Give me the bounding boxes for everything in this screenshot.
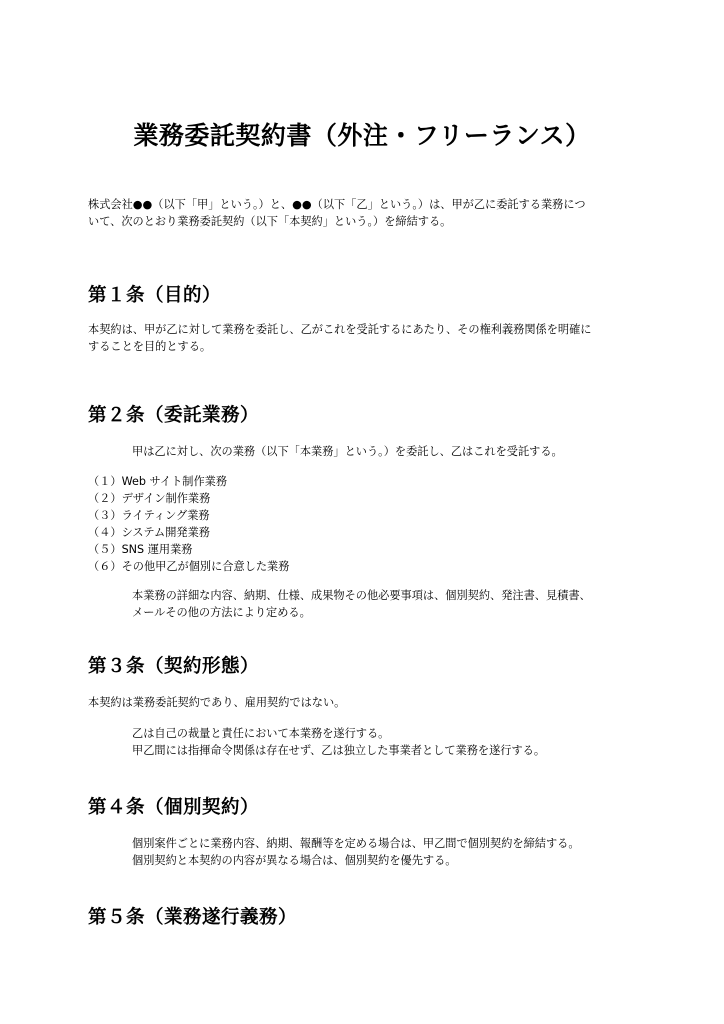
article-2-heading: 第２条（委託業務） — [88, 405, 260, 426]
article-3-note-line: 乙は自己の裁量と責任において本業務を遂行する。 — [132, 727, 390, 740]
article-3-note-line: 甲乙間には指揮命令関係は存在せず、乙は独立した事業者として業務を遂行する。 — [132, 744, 546, 757]
article-2-note-line: メールその他の方法により定める。 — [132, 606, 311, 619]
list-item: （４）システム開発業務 — [88, 526, 210, 539]
article-3-body-line: 本契約は業務委託契約であり、雇用契約ではない。 — [88, 696, 346, 709]
article-4-heading: 第４条（個別契約） — [88, 797, 260, 818]
article-4-note — [132, 835, 692, 869]
list-item: （６）その他甲乙が個別に合意した業務 — [88, 560, 290, 573]
document-title: 業務委託契約書（外注・フリーランス） — [133, 121, 591, 150]
article-2-intro-line: 甲は乙に対し、次の業務（以下「本業務」という。）を委託し、乙はこれを受託する。 — [132, 445, 563, 458]
list-item: （１）Web サイト制作業務 — [88, 475, 228, 488]
article-4-note-line: 個別案件ごとに業務内容、納期、報酬等を定める場合は、甲乙間で個別契約を締結する。 — [132, 837, 580, 850]
article-5-heading: 第５条（業務遂行義務） — [88, 907, 298, 928]
article-3-note — [132, 725, 692, 759]
article-2-note — [132, 587, 692, 621]
article-1-body — [88, 321, 648, 355]
preamble-line: いて、次のとおり業務委託契約（以下「本契約」という。）を締結する。 — [88, 215, 452, 228]
article-2-note-line: 本業務の詳細な内容、納期、仕様、成果物その他必要事項は、個別契約、発注書、見積書、 — [132, 589, 591, 602]
preamble-line: 株式会社●●（以下「甲」という。）と、●●（以下「乙」という。）は、甲が乙に委託する業務につ — [88, 198, 586, 211]
article-3-body — [88, 694, 648, 711]
preamble — [88, 196, 648, 230]
article-3-heading: 第３条（契約形態） — [88, 656, 260, 677]
list-item: （５）SNS 運用業務 — [88, 543, 193, 556]
list-item: （２）デザイン制作業務 — [88, 492, 211, 505]
article-1-body-line: することを目的とする。 — [88, 340, 212, 353]
article-4-note-line: 個別契約と本契約の内容が異なる場合は、個別契約を優先する。 — [132, 854, 457, 867]
article-1-heading: 第１条（目的） — [88, 285, 222, 306]
list-item: （３）ライティング業務 — [88, 509, 210, 522]
article-2-intro — [132, 443, 692, 460]
article-1-body-line: 本契約は、甲が乙に対して業務を委託し、乙がこれを受託するにあたり、その権利義務関係を明確に — [88, 323, 592, 336]
article-2-item-list — [88, 473, 289, 575]
